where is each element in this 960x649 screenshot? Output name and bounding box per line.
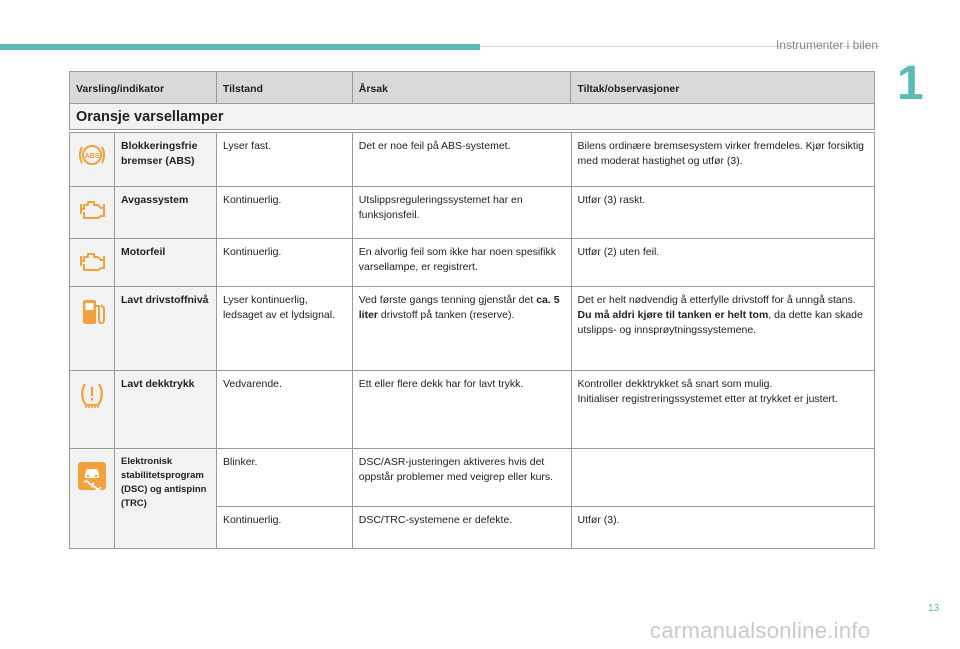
section-title: Oransje varsellamper bbox=[70, 104, 875, 130]
table-row bbox=[70, 371, 875, 449]
watermark: carmanualsonline.info bbox=[650, 618, 871, 643]
tyre-pressure-icon bbox=[70, 371, 115, 449]
column-header-indicator: Varsling/indikator bbox=[70, 72, 217, 104]
action-cell: Utfør (2) uten feil. bbox=[571, 239, 875, 287]
column-header-action: Tiltak/observasjoner bbox=[571, 72, 875, 104]
table-header-row bbox=[70, 72, 875, 104]
state-cell: Lyser kontinuerlig, ledsaget av et lydsignal. bbox=[216, 287, 352, 371]
action-cell bbox=[571, 287, 875, 371]
state-cell: Blinker. bbox=[216, 449, 352, 507]
warning-lamp-rows bbox=[69, 132, 875, 549]
header-accent-bar bbox=[0, 44, 480, 50]
action-text: Det er helt nødvendig å etterfylle drivstoff for å unngå stans. bbox=[577, 294, 856, 306]
cause-cell: DSC/ASR-justeringen aktiveres hvis det oppstår problemer med veigrep eller kurs. bbox=[352, 449, 571, 507]
indicator-name: Elektronisk stabilitetsprogram (DSC) og antispinn (TRC) bbox=[114, 449, 216, 549]
table-row bbox=[70, 187, 875, 239]
state-cell: Lyser fast. bbox=[216, 133, 352, 187]
action-text-end: , da dette kan skade utslipps- og innsprøytningssystemene. bbox=[577, 309, 863, 336]
cause-cell: Utslippsreguleringssystemet har en funksjonsfeil. bbox=[352, 187, 571, 239]
cause-emphasis: ca. 5 liter bbox=[358, 294, 560, 321]
svg-text:ABS: ABS bbox=[84, 153, 100, 160]
stability-control-icon bbox=[70, 449, 115, 549]
cause-text-end: drivstoff på tanken (reserve). bbox=[378, 309, 515, 321]
abs-warning-icon bbox=[70, 133, 115, 187]
engine-emission-icon bbox=[70, 187, 115, 239]
column-header-state: Tilstand bbox=[216, 72, 352, 104]
indicator-name: Lavt dekktrykk bbox=[114, 371, 216, 449]
action-cell: Bilens ordinære bremsesystem virker fremdeles. Kjør forsiktig med moderat hastighet og utfør (3). bbox=[571, 133, 875, 187]
action-cell: Utfør (3). bbox=[571, 507, 875, 549]
warning-lamp-table bbox=[69, 71, 875, 130]
cause-cell: En alvorlig feil som ikke har noen spesifikk varsellampe, er registrert. bbox=[352, 239, 571, 287]
cause-cell: Det er noe feil på ABS-systemet. bbox=[352, 133, 571, 187]
section-row bbox=[70, 104, 875, 130]
indicator-name: Lavt drivstoffnivå bbox=[114, 287, 216, 371]
state-cell: Vedvarende. bbox=[216, 371, 352, 449]
cause-text: Ved første gangs tenning gjenstår det bbox=[358, 294, 537, 306]
indicator-name: Avgassystem bbox=[114, 187, 216, 239]
section-header-title: Instrumenter i bilen bbox=[775, 38, 878, 52]
table-row bbox=[70, 239, 875, 287]
fuel-pump-icon bbox=[70, 287, 115, 371]
engine-fault-icon bbox=[70, 239, 115, 287]
table-row bbox=[70, 287, 875, 371]
column-header-cause: Årsak bbox=[352, 72, 571, 104]
indicator-name: Motorfeil bbox=[114, 239, 216, 287]
action-text-second: Initialiser registreringssystemet etter at trykket er justert. bbox=[577, 393, 838, 405]
cause-cell: DSC/TRC-systemene er defekte. bbox=[352, 507, 571, 549]
cause-cell bbox=[352, 287, 571, 371]
action-cell bbox=[571, 449, 875, 507]
table-row bbox=[70, 449, 875, 507]
chapter-number: 1 bbox=[897, 57, 924, 110]
state-cell: Kontinuerlig. bbox=[216, 239, 352, 287]
cause-cell: Ett eller flere dekk har for lavt trykk. bbox=[352, 371, 571, 449]
page-number: 13 bbox=[928, 603, 940, 614]
action-emphasis: Du må aldri kjøre til tanken er helt tom bbox=[577, 309, 769, 321]
action-cell: Utfør (3) raskt. bbox=[571, 187, 875, 239]
indicator-name: Blokkeringsfrie bremser (ABS) bbox=[114, 133, 216, 187]
action-cell bbox=[571, 371, 875, 449]
state-cell: Kontinuerlig. bbox=[216, 187, 352, 239]
action-text: Kontroller dekktrykket så snart som mulig. bbox=[577, 378, 773, 390]
state-cell: Kontinuerlig. bbox=[216, 507, 352, 549]
table-row bbox=[70, 133, 875, 187]
